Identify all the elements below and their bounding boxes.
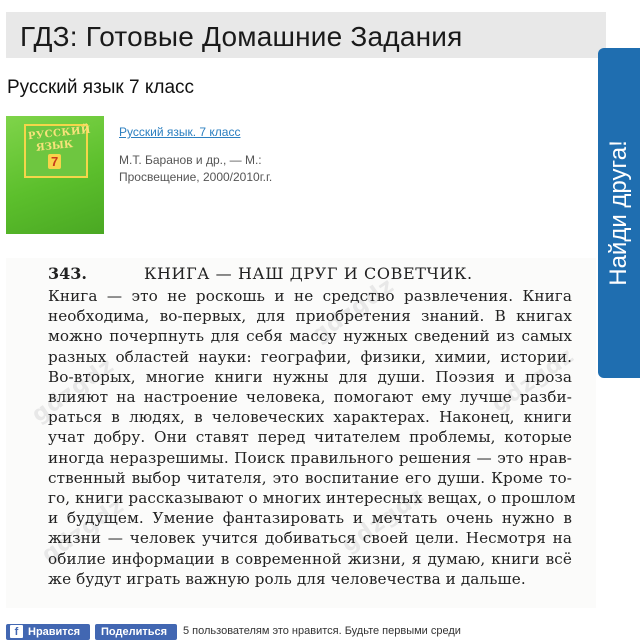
- book-meta: [119, 152, 319, 186]
- facebook-social-text: 5 пользователям это нравится. Будьте первыми среди: [183, 625, 461, 637]
- text-line: Во-вторых, многие книги нужны для души. Поэзия и проза: [48, 367, 572, 386]
- subject-heading: Русский язык 7 класс: [7, 77, 195, 98]
- facebook-bar: [6, 624, 606, 640]
- text-line: иногда неразрешимы. Поиск правильного решения — это нрав-: [48, 448, 572, 467]
- cover-grade: 7: [48, 154, 61, 169]
- text-line: необходима, во-первых, для приобретения знаний. В книгах: [48, 307, 572, 326]
- text-line: го, книги рассказывают о многих интересных вещах, о прошлом: [48, 489, 576, 508]
- watermark: gdzgdz: [27, 353, 120, 428]
- exercise-number: 343.: [48, 264, 87, 283]
- share-label: Поделиться: [101, 626, 168, 638]
- site-header: [6, 12, 606, 58]
- book-authors: М.Т. Баранов и др., — М.:: [119, 153, 262, 167]
- text-line: разных областей науки: географии, физики, химии, истории.: [48, 347, 572, 366]
- find-friend-tab[interactable]: [598, 48, 640, 378]
- book-title-link[interactable]: Русский язык. 7 класс: [119, 125, 241, 139]
- text-line: учат добру. Они ставят перед читателем проблемы, которые: [48, 428, 572, 447]
- exercise-text: [48, 286, 576, 589]
- text-line: раться в людях, в человеческих характерах. Наконец, книги: [48, 408, 572, 427]
- watermark: gdzgdz: [307, 273, 400, 348]
- find-friend-label: Найди друга!: [605, 140, 632, 286]
- book-cover-image[interactable]: [6, 116, 104, 234]
- cover-title-line1: РУССКИЙ: [27, 124, 92, 143]
- like-label: Нравится: [28, 626, 81, 638]
- text-line: обилие информации в современной жизни, я думаю, книги всё: [48, 549, 572, 568]
- book-publisher: Просвещение, 2000/2010г.г.: [119, 170, 273, 184]
- exercise-scan: [6, 258, 596, 608]
- watermark: gdzgdz: [337, 483, 430, 558]
- text-line: влияют на настроение человека, помогают ему лучше разби-: [48, 388, 572, 407]
- watermark: gdzgdz: [37, 493, 130, 568]
- watermark: gdzgdz: [487, 343, 580, 418]
- text-line: и будущем. Умение фантазировать и мечтать очень нужно в: [48, 509, 572, 528]
- site-title: ГДЗ: Готовые Домашние Задания: [20, 21, 463, 52]
- facebook-icon: f: [10, 625, 23, 638]
- text-line: же будут играть важную роль для человечества и дальше.: [48, 569, 526, 588]
- text-line: можно почерпнуть для себя массу нужных сведений из самых: [48, 327, 572, 346]
- cover-title-line2: ЯЗЫК: [35, 139, 74, 154]
- exercise-title: КНИГА — НАШ ДРУГ И СОВЕТЧИК.: [144, 264, 473, 283]
- facebook-share-button[interactable]: [95, 624, 177, 640]
- facebook-like-button[interactable]: [6, 624, 90, 640]
- text-line: жизни — человек учится добиваться своей цели. Несмотря на: [48, 529, 572, 548]
- text-line: ственный выбор читателя, это воспитание его души. Кроме то-: [48, 468, 572, 487]
- text-line: Книга — это не роскошь и не средство развлечения. Книга: [48, 287, 572, 305]
